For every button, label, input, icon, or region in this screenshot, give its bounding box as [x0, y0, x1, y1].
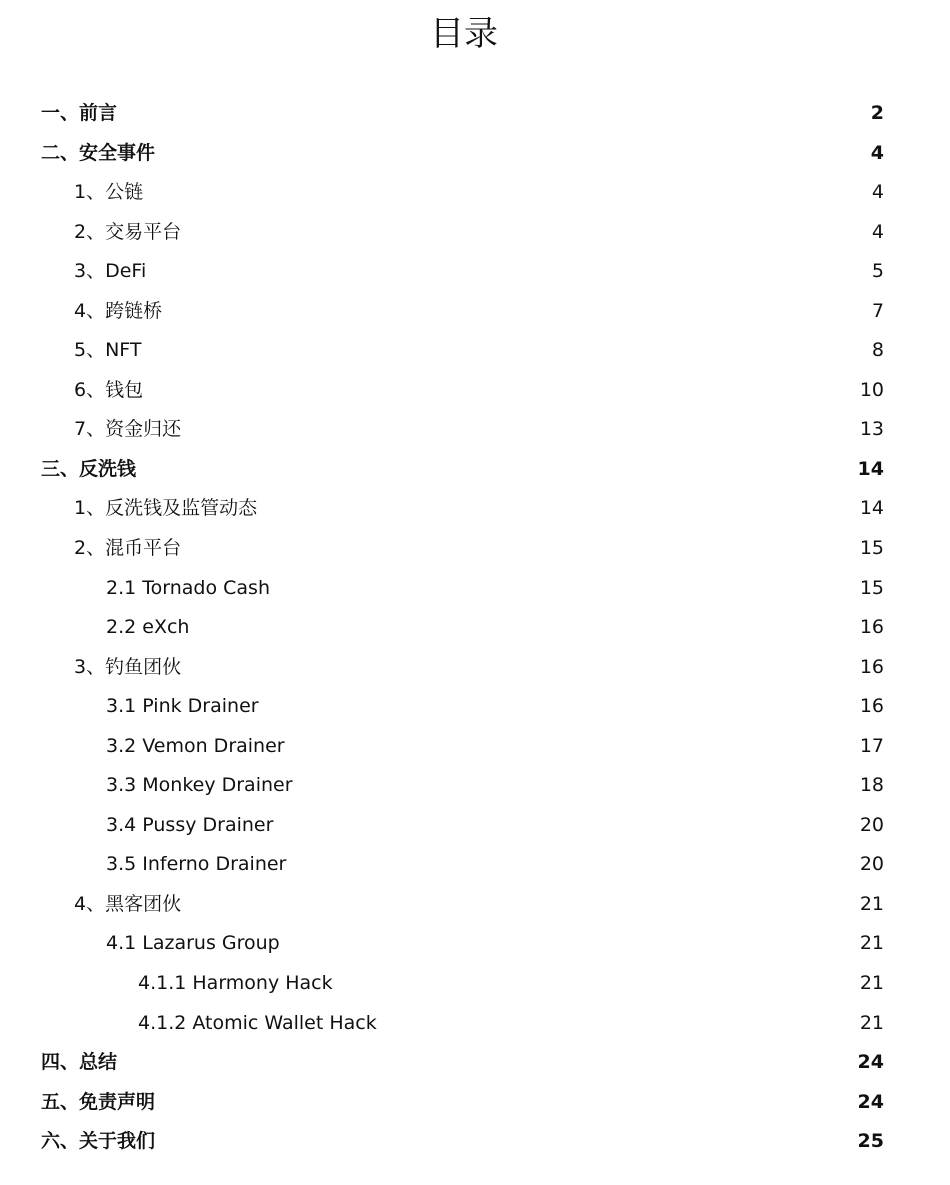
toc-entry-label[interactable]: 六、关于我们: [41, 1130, 156, 1153]
toc-entry-page-number[interactable]: 8: [871, 339, 884, 362]
toc-entry-page-number[interactable]: 24: [857, 1090, 884, 1113]
toc-entry-page-number[interactable]: 16: [859, 695, 884, 718]
toc-entry-label[interactable]: 4、跨链桥: [74, 299, 163, 322]
toc-entry[interactable]: [0, 1043, 950, 1083]
toc-entry-page-number[interactable]: 7: [871, 299, 884, 322]
toc-entry-label[interactable]: 1、公链: [74, 181, 144, 204]
toc-entry-page-number[interactable]: 21: [859, 892, 884, 915]
toc-entry-page-number[interactable]: 14: [857, 457, 884, 480]
toc-entry[interactable]: [0, 94, 950, 134]
toc-entry-label[interactable]: 3.4 Pussy Drainer: [106, 813, 274, 836]
toc-entry-label[interactable]: 3、钓鱼团伙: [74, 655, 182, 678]
toc-entry-page-number[interactable]: 16: [859, 616, 884, 639]
toc-entry[interactable]: [0, 885, 950, 925]
table-of-contents: [0, 94, 950, 1162]
toc-entry-label[interactable]: 2、混币平台: [74, 537, 182, 560]
toc-entry-page-number[interactable]: 21: [859, 1011, 884, 1034]
toc-entry[interactable]: [0, 1083, 950, 1123]
toc-entry[interactable]: [0, 450, 950, 490]
toc-entry-label[interactable]: 4.1.1 Harmony Hack: [138, 972, 333, 995]
toc-entry-label[interactable]: 4.1 Lazarus Group: [106, 932, 280, 955]
toc-entry-label[interactable]: 三、反洗钱: [41, 457, 137, 480]
toc-entry[interactable]: [0, 608, 950, 648]
toc-entry-label[interactable]: 2.1 Tornado Cash: [106, 576, 270, 599]
page-title: 目录: [430, 14, 498, 54]
toc-entry[interactable]: [0, 173, 950, 213]
toc-entry-page-number[interactable]: 4: [871, 220, 884, 243]
toc-entry-label[interactable]: 3.2 Vemon Drainer: [106, 734, 285, 757]
toc-entry-label[interactable]: 3、DeFi: [74, 260, 147, 283]
toc-entry-page-number[interactable]: 5: [871, 260, 884, 283]
toc-entry[interactable]: [0, 648, 950, 688]
toc-entry-label[interactable]: 1、反洗钱及监管动态: [74, 497, 258, 520]
toc-entry-label[interactable]: 五、免责声明: [41, 1090, 156, 1113]
toc-entry[interactable]: [0, 410, 950, 450]
toc-entry-page-number[interactable]: 10: [859, 378, 884, 401]
toc-entry[interactable]: [0, 964, 950, 1004]
toc-entry-page-number[interactable]: 17: [859, 734, 884, 757]
toc-entry[interactable]: [0, 687, 950, 727]
toc-entry-label[interactable]: 4、黑客团伙: [74, 892, 182, 915]
toc-entry[interactable]: [0, 331, 950, 371]
toc-entry-page-number[interactable]: 4: [871, 181, 884, 204]
toc-entry-page-number[interactable]: 25: [857, 1130, 884, 1153]
toc-entry-page-number[interactable]: 2: [870, 102, 884, 124]
toc-entry-page-number[interactable]: 15: [859, 537, 884, 560]
toc-entry-page-number[interactable]: 14: [859, 497, 884, 520]
toc-entry-page-number[interactable]: 20: [859, 853, 884, 876]
toc-entry[interactable]: [0, 252, 950, 292]
toc-entry-label[interactable]: 四、总结: [41, 1051, 118, 1074]
toc-entry[interactable]: [0, 292, 950, 332]
toc-entry[interactable]: [0, 489, 950, 529]
toc-entry-label[interactable]: 4.1.2 Atomic Wallet Hack: [138, 1011, 377, 1034]
toc-entry-label[interactable]: 一、前言: [41, 102, 118, 124]
toc-entry-page-number[interactable]: 13: [859, 418, 884, 441]
toc-entry[interactable]: [0, 1122, 950, 1162]
toc-entry-page-number[interactable]: 18: [859, 774, 884, 797]
toc-entry[interactable]: [0, 924, 950, 964]
toc-entry-label[interactable]: 3.3 Monkey Drainer: [106, 774, 293, 797]
toc-entry-label[interactable]: 5、NFT: [74, 339, 142, 362]
toc-entry-label[interactable]: 二、安全事件: [41, 141, 156, 164]
toc-entry-page-number[interactable]: 4: [870, 141, 884, 164]
toc-entry-label[interactable]: 3.5 Inferno Drainer: [106, 853, 287, 876]
toc-entry-label[interactable]: 6、钱包: [74, 378, 144, 401]
toc-entry[interactable]: [0, 806, 950, 846]
toc-entry-label[interactable]: 7、资金归还: [74, 418, 182, 441]
toc-entry[interactable]: [0, 569, 950, 609]
toc-entry[interactable]: [0, 134, 950, 174]
toc-entry[interactable]: [0, 766, 950, 806]
toc-entry[interactable]: [0, 529, 950, 569]
toc-entry-label[interactable]: 2.2 eXch: [106, 616, 190, 639]
toc-entry[interactable]: [0, 845, 950, 885]
toc-entry-page-number[interactable]: 16: [859, 655, 884, 678]
toc-entry[interactable]: [0, 727, 950, 767]
toc-entry-page-number[interactable]: 24: [857, 1051, 884, 1074]
toc-entry[interactable]: [0, 213, 950, 253]
toc-entry-page-number[interactable]: 20: [859, 813, 884, 836]
toc-entry-page-number[interactable]: 21: [859, 972, 884, 995]
toc-entry-label[interactable]: 3.1 Pink Drainer: [106, 695, 259, 718]
toc-entry[interactable]: [0, 1004, 950, 1044]
toc-entry-label[interactable]: 2、交易平台: [74, 220, 182, 243]
toc-entry-page-number[interactable]: 21: [859, 932, 884, 955]
toc-entry[interactable]: [0, 371, 950, 411]
toc-entry-page-number[interactable]: 15: [859, 576, 884, 599]
